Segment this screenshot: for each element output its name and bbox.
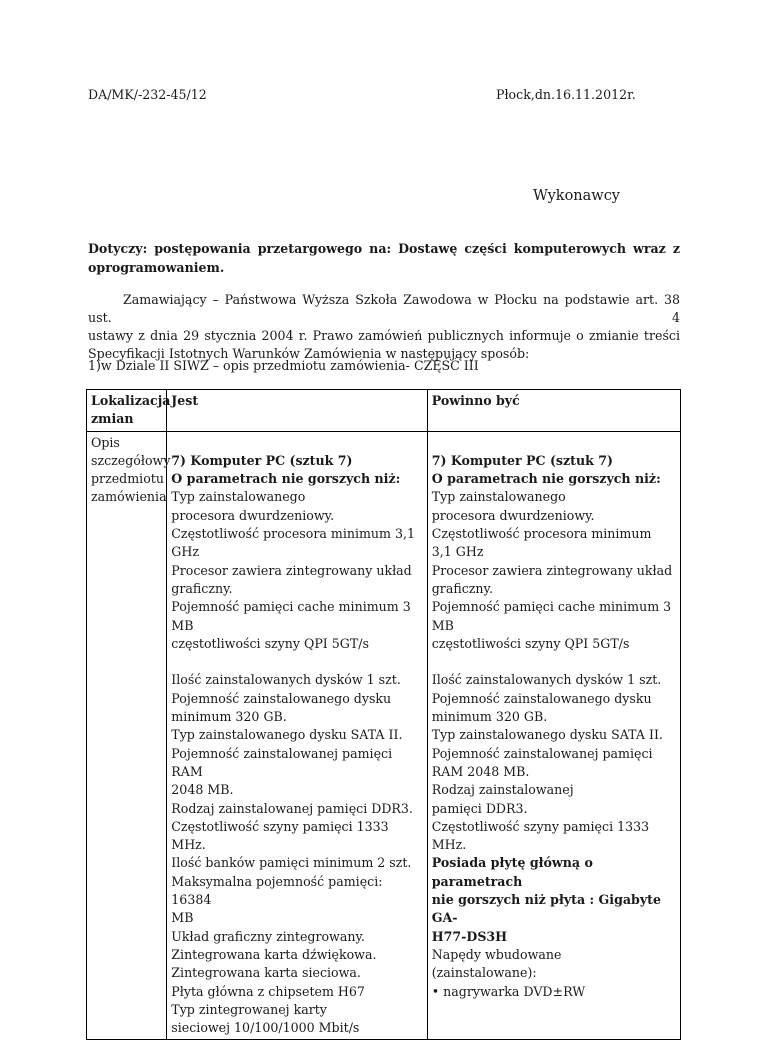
cell-text-line: Procesor zawiera zintegrowany układ	[171, 562, 412, 578]
subject-word: postępowania	[154, 241, 251, 256]
cell-text-line: MB	[431, 617, 454, 633]
cell-text-line: RAM 2048 MB.	[431, 763, 530, 779]
location-cell: Opis szczegółowy przedmiotu zamówienia	[87, 431, 167, 1040]
cell-text-line: Napędy wbudowane	[431, 946, 562, 962]
cell-text-line: Typ zainstalowanego dysku SATA II.	[171, 727, 403, 743]
cell-text-line: nie gorszych niż płyta : Gigabyte GA-	[431, 892, 661, 926]
header-is: Jest	[167, 390, 427, 432]
cell-text-line: graficzny.	[171, 580, 233, 596]
cell-text-line: MHz.	[431, 837, 467, 853]
blank-line	[432, 653, 676, 671]
subject-line-2: oprogramowaniem.	[88, 260, 225, 275]
cell-text-line: procesora dwurdzeniowy.	[171, 507, 335, 523]
cell-text-line: 7) Komputer PC (sztuk 7)	[171, 452, 353, 468]
place-and-date: Płock,dn.16.11.2012r.	[496, 87, 636, 102]
cell-text-line: minimum 320 GB.	[431, 709, 548, 725]
cell-text-line: O parametrach nie gorszych niż:	[431, 471, 661, 487]
cell-text-line: Pojemność zainstalowanej pamięci	[431, 745, 653, 761]
header-should-be: Powinno być	[427, 390, 680, 432]
changes-table	[86, 389, 681, 1040]
cell-text-line: Typ zainstalowanego	[431, 489, 566, 505]
cell-text-line: 2048 MB.	[171, 782, 234, 798]
cell-text-line: Rodzaj zainstalowanej	[431, 782, 574, 798]
subject-line-1	[88, 239, 680, 258]
cell-text-line: częstotliwości szyny QPI 5GT/s	[431, 635, 630, 651]
intro-line: Zamawiający – Państwowa Wyższa Szkoła Zawodowa w Płocku na podstawie art. 38 ust. 4	[88, 292, 680, 325]
cell-text-line: sieciowej 10/100/1000 Mbit/s	[171, 1020, 360, 1036]
cell-text-line: Układ graficzny zintegrowany.	[171, 928, 365, 944]
cell-text-line: MB	[171, 910, 194, 926]
cell-text-line: Ilość zainstalowanych dysków 1 szt.	[171, 672, 401, 688]
subject-word: komputerowych	[513, 241, 627, 256]
cell-text-line: Ilość banków pamięci minimum 2 szt.	[171, 855, 412, 871]
cell-text-line: Pojemność pamięci cache minimum 3	[431, 599, 672, 615]
cell-text-line: Posiada płytę główną o parametrach	[431, 855, 593, 889]
cell-text-line: GHz	[171, 544, 199, 560]
cell-text-line: 3,1 GHz	[431, 544, 484, 560]
cell-text-line: Pojemność zainstalowanego dysku	[431, 690, 652, 706]
intro-line: Specyfikacji Istotnych Warunków Zamówienia w następujący sposób:	[88, 346, 530, 361]
cell-text-line: Częstotliwość procesora minimum 3,1	[171, 526, 416, 542]
subject-word: wraz	[633, 241, 666, 256]
cell-text-line: Zintegrowana karta dźwiękowa.	[171, 946, 377, 962]
is-cell	[167, 431, 427, 1040]
should-be-cell	[427, 431, 680, 1040]
change-item-heading: 1)w Dziale II SIWZ – opis przedmiotu zamówienia- CZĘŚĆ III	[88, 358, 479, 373]
cell-text-line: Częstotliwość szyny pamięci 1333	[431, 818, 650, 834]
cell-text-line: graficzny.	[431, 580, 493, 596]
cell-text-line: Ilość zainstalowanych dysków 1 szt.	[431, 672, 662, 688]
subject	[88, 239, 680, 277]
cell-text-line: Częstotliwość procesora minimum	[431, 526, 652, 542]
header-location: Lokalizacja zmian	[87, 390, 167, 432]
intro-line: ustawy z dnia 29 stycznia 2004 r. Prawo zamówień publicznych informuje o zmianie treści	[88, 328, 680, 343]
cell-text-line: Pojemność zainstalowanej pamięci RAM	[171, 745, 393, 779]
subject-word: przetargowego	[257, 241, 363, 256]
cell-text-line: H77-DS3H	[431, 928, 508, 944]
cell-text-line: Płyta główna z chipsetem H67	[171, 983, 365, 999]
blank-line	[171, 653, 422, 671]
cell-text-line: Maksymalna pojemność pamięci: 16384	[171, 873, 383, 908]
cell-text-line: Typ zainstalowanego dysku SATA II.	[431, 727, 663, 743]
recipient: Wykonawcy	[533, 188, 620, 204]
cell-text-line: Zintegrowana karta sieciowa.	[171, 965, 361, 981]
cell-text-line: Rodzaj zainstalowanej pamięci DDR3.	[171, 800, 413, 816]
cell-text-line: Częstotliwość szyny pamięci 1333 MHz.	[171, 818, 389, 853]
subject-word: na:	[369, 241, 392, 256]
cell-text-line: (zainstalowane):	[431, 965, 537, 981]
cell-text-line: 7) Komputer PC (sztuk 7)	[431, 452, 613, 468]
cell-text-line: O parametrach nie gorszych niż:	[171, 471, 401, 487]
subject-word: Dostawę	[398, 241, 458, 256]
blank-line	[432, 434, 676, 452]
cell-text-line: procesora dwurdzeniowy.	[431, 507, 595, 523]
subject-word: z	[672, 241, 680, 256]
table-row	[87, 431, 681, 1040]
subject-word: części	[464, 241, 507, 256]
cell-text-line: Pojemność pamięci cache minimum 3 MB	[171, 599, 411, 633]
cell-text-line: pamięci DDR3.	[431, 800, 528, 816]
document-reference: DA/MK/-232-45/12	[88, 87, 207, 102]
cell-text-line: • nagrywarka DVD±RW	[431, 983, 586, 999]
table-header-row	[87, 390, 681, 432]
cell-text-line: Typ zainstalowanego	[171, 489, 306, 505]
cell-text-line: Procesor zawiera zintegrowany układ	[431, 562, 673, 578]
cell-text-line: minimum 320 GB.	[171, 709, 287, 725]
subject-word: Dotyczy:	[88, 241, 148, 256]
cell-text-line: Typ zintegrowanej karty	[171, 1001, 327, 1017]
cell-text-line: Pojemność zainstalowanego dysku	[171, 690, 392, 706]
intro-paragraph	[88, 291, 680, 363]
cell-text-line: częstotliwości szyny QPI 5GT/s	[171, 635, 369, 651]
blank-line	[171, 434, 422, 452]
